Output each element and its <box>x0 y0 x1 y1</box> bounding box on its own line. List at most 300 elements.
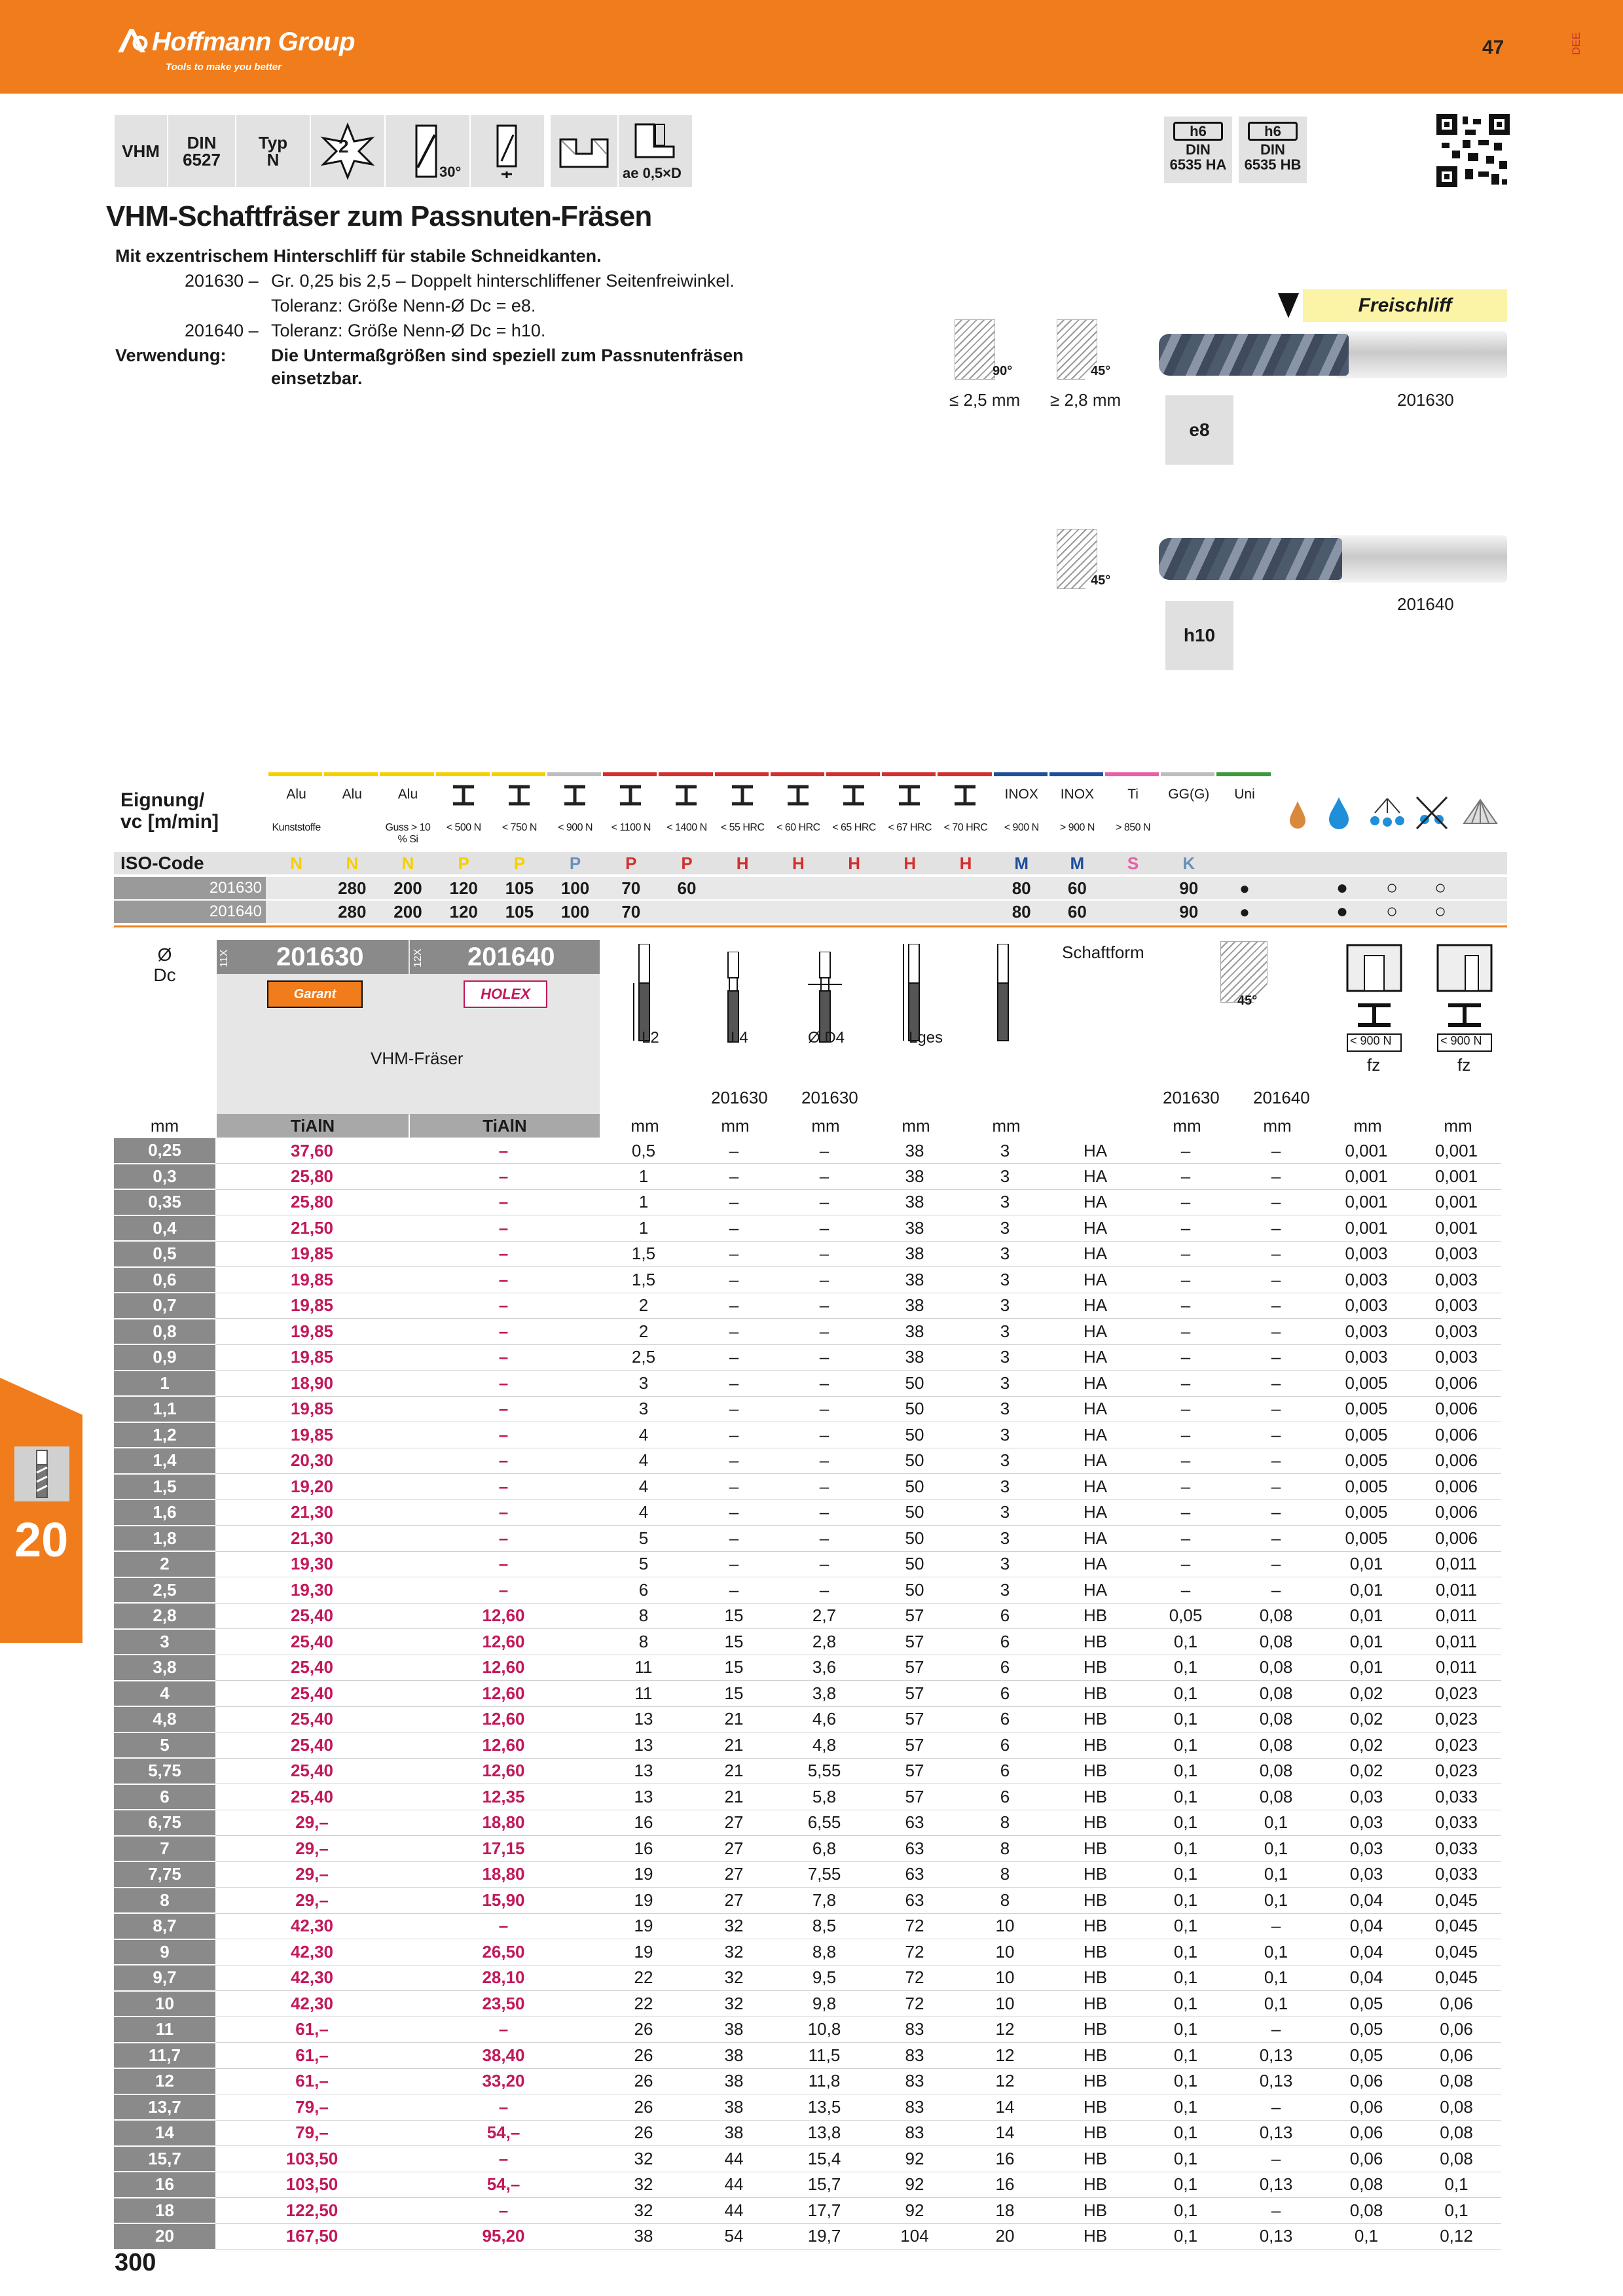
table-row[interactable] <box>114 2198 1501 2224</box>
table-cell: 0,1 <box>1140 1861 1231 1888</box>
table-cell: – <box>779 1448 869 1474</box>
table-cell: 1,5 <box>598 1267 689 1293</box>
table-row[interactable] <box>114 1861 1501 1888</box>
table-cell: 8 <box>960 1888 1050 1914</box>
suit-value: ● <box>1239 902 1250 922</box>
suit-col-color-bar <box>882 772 936 776</box>
table-cell: 6,8 <box>779 1836 869 1862</box>
table-row[interactable] <box>114 1138 1501 1164</box>
table-cell: 72 <box>869 1965 960 1991</box>
table-cell: – <box>1231 1448 1321 1474</box>
tool-201640-code: 201640 <box>1397 594 1454 614</box>
table-row[interactable] <box>114 1706 1501 1732</box>
table-cell: 17,15 <box>409 1836 598 1862</box>
table-cell: 10 <box>960 1939 1050 1965</box>
table-cell: – <box>689 1577 779 1604</box>
table-row[interactable] <box>114 2017 1501 2043</box>
suit-col-sub: < 55 HRC <box>720 822 765 833</box>
angle-45-tool2-label: 45° <box>1091 573 1111 588</box>
table-cell: – <box>409 1371 598 1397</box>
table-cell: – <box>1231 1267 1321 1293</box>
table-cell: 32 <box>598 2146 689 2172</box>
table-cell: 92 <box>869 2146 960 2172</box>
table-row[interactable] <box>114 1422 1501 1448</box>
desc-code-1: 201630 – <box>185 271 259 291</box>
table-cell: 83 <box>869 2120 960 2146</box>
unit-label: mm <box>902 1116 930 1136</box>
table-cell: 15 <box>689 1603 779 1629</box>
suit-value: 105 <box>505 878 534 898</box>
angle-90-icon <box>955 319 995 380</box>
suit-value: 105 <box>505 902 534 922</box>
side-milling-icon <box>632 120 678 160</box>
table-cell: 3,6 <box>779 1655 869 1681</box>
table-cell: 0,005 <box>1321 1448 1412 1474</box>
table-cell: 0,1 <box>1140 1732 1231 1759</box>
table-cell: 0,13 <box>1231 2043 1321 2069</box>
table-cell: 0,04 <box>1321 1965 1412 1991</box>
unit-label: mm <box>811 1116 840 1136</box>
table-cell: 61,– <box>215 2068 409 2094</box>
table-cell: 0,05 <box>1321 2017 1412 2043</box>
table-cell: 6 <box>598 1577 689 1604</box>
table-cell: – <box>689 1138 779 1164</box>
table-cell: 8 <box>598 1603 689 1629</box>
table-cell: 16 <box>960 2172 1050 2198</box>
table-row[interactable] <box>114 2094 1501 2121</box>
unit-label: mm <box>1173 1116 1201 1136</box>
table-row[interactable] <box>114 1551 1501 1577</box>
table-row[interactable] <box>114 2068 1501 2094</box>
table-cell: – <box>409 2094 598 2121</box>
table-cell: 25,40 <box>215 1706 409 1732</box>
suit-col-iso: H <box>959 853 972 873</box>
table-cell: – <box>409 1499 598 1526</box>
table-cell: – <box>1140 1577 1231 1604</box>
table-cell: 0,01 <box>1321 1629 1412 1655</box>
table-row[interactable] <box>114 1499 1501 1526</box>
table-row[interactable] <box>114 1913 1501 1939</box>
coolant-value: ○ <box>1385 877 1398 899</box>
lges-label: Lges <box>909 1029 943 1047</box>
table-row[interactable] <box>114 2120 1501 2146</box>
table-cell: 10 <box>960 1965 1050 1991</box>
suit-col-color-bar <box>547 772 601 776</box>
suit-value: 100 <box>560 878 590 898</box>
table-cell: 42,30 <box>215 1939 409 1965</box>
dc-cell: 1,4 <box>114 1448 215 1474</box>
table-cell: 83 <box>869 2017 960 2043</box>
table-cell: 0,01 <box>1321 1603 1412 1629</box>
dc-cell: 0,7 <box>114 1293 215 1319</box>
usage-label: Verwendung: <box>115 346 227 365</box>
table-cell: 72 <box>869 1913 960 1939</box>
table-cell: 19,85 <box>215 1396 409 1422</box>
suit-col-sub: Guss > 10 % Si <box>385 822 431 845</box>
table-cell: 32 <box>689 1913 779 1939</box>
suit-value: ● <box>1239 878 1250 898</box>
dc-cell: 1,6 <box>114 1499 215 1526</box>
table-row[interactable] <box>114 1241 1501 1267</box>
table-cell: – <box>1140 1551 1231 1577</box>
table-cell: – <box>1231 1577 1321 1604</box>
table-cell: 57 <box>869 1758 960 1784</box>
table-cell: 19,85 <box>215 1319 409 1345</box>
table-cell: 38,40 <box>409 2043 598 2069</box>
table-cell: HA <box>1050 1448 1140 1474</box>
attr-typ <box>236 115 310 188</box>
suit-col-iso: K <box>1182 853 1195 873</box>
suit-col-name: Alu <box>286 787 306 802</box>
table-cell: 104 <box>869 2223 960 2250</box>
suit-value: 60 <box>1067 878 1087 898</box>
table-cell: 167,50 <box>215 2223 409 2250</box>
table-row[interactable] <box>114 1810 1501 1836</box>
suit-col-name: INOX <box>1004 787 1038 802</box>
table-cell: 1 <box>598 1189 689 1215</box>
tool-201640-flute <box>1159 538 1342 580</box>
table-cell: 12,60 <box>409 1758 598 1784</box>
table-cell: 4 <box>598 1422 689 1448</box>
chapter-tab[interactable] <box>0 1378 82 1643</box>
table-cell: 44 <box>689 2146 779 2172</box>
table-cell: 0,006 <box>1412 1499 1501 1526</box>
desc-code-3: 201640 – <box>185 321 259 340</box>
col1-code: 201630 <box>276 942 364 971</box>
suit-col-color-bar <box>603 772 657 776</box>
table-cell: 14 <box>960 2120 1050 2146</box>
table-cell: HB <box>1050 1603 1140 1629</box>
table-cell: – <box>689 1319 779 1345</box>
table-cell: 0,023 <box>1412 1681 1501 1707</box>
table-row[interactable] <box>114 1215 1501 1242</box>
table-cell: 0,06 <box>1321 2120 1412 2146</box>
table-cell: – <box>409 1526 598 1552</box>
table-cell: 0,03 <box>1321 1861 1412 1888</box>
suit-col-sub: < 67 HRC <box>888 822 932 833</box>
table-cell: 0,005 <box>1321 1526 1412 1552</box>
table-cell: 15 <box>689 1655 779 1681</box>
table-cell: 9,8 <box>779 1991 869 2017</box>
language-code: DEE <box>1570 32 1582 55</box>
qr-code-icon[interactable] <box>1436 114 1510 187</box>
desc-line-2: Toleranz: Größe Nenn-Ø Dc = e8. <box>271 296 536 315</box>
table-cell: 26 <box>598 2120 689 2146</box>
table-cell: 0,1 <box>1321 2223 1412 2250</box>
suit-value: 60 <box>677 878 697 898</box>
suit-value: 70 <box>621 902 641 922</box>
table-cell: 26 <box>598 2068 689 2094</box>
attr-flutes-text: 2 <box>338 136 349 156</box>
tol-hb-norm: 6535 HB <box>1244 156 1302 173</box>
table-cell: 63 <box>869 1810 960 1836</box>
table-cell: 0,006 <box>1412 1396 1501 1422</box>
table-cell: 15,90 <box>409 1888 598 1914</box>
table-cell: 50 <box>869 1396 960 1422</box>
table-row[interactable] <box>114 1448 1501 1474</box>
table-cell: 50 <box>869 1474 960 1500</box>
table-cell: 0,13 <box>1231 2068 1321 2094</box>
suit-col-sub: < 65 HRC <box>832 822 876 833</box>
table-cell: 83 <box>869 2094 960 2121</box>
suit-col-color-bar <box>436 772 490 776</box>
table-cell: HB <box>1050 1810 1140 1836</box>
tol-ha-h6: h6 <box>1173 122 1223 141</box>
table-cell: 0,011 <box>1412 1577 1501 1604</box>
table-cell: 4,6 <box>779 1706 869 1732</box>
material-beam-icon <box>673 784 699 810</box>
table-cell: 0,1 <box>1140 1836 1231 1862</box>
table-cell: 57 <box>869 1706 960 1732</box>
suit-col-color-bar <box>771 772 824 776</box>
tolerance-hb <box>1239 117 1307 183</box>
table-cell: 0,06 <box>1412 1991 1501 2017</box>
table-cell: 0,06 <box>1321 2094 1412 2121</box>
dc-cell: 0,25 <box>114 1138 215 1164</box>
schaftform-label: Schaftform <box>1062 942 1144 962</box>
table-cell: 0,08 <box>1412 2094 1501 2121</box>
table-cell: 0,003 <box>1412 1293 1501 1319</box>
table-row[interactable] <box>114 1888 1501 1914</box>
suit-value: 280 <box>338 902 367 922</box>
table-cell: 0,001 <box>1321 1138 1412 1164</box>
table-cell: – <box>1231 1422 1321 1448</box>
table-cell: 0,08 <box>1231 1681 1321 1707</box>
table-cell: 0,005 <box>1321 1371 1412 1397</box>
iso-code-label: ISO-Code <box>120 853 204 873</box>
material-beam-icon <box>952 784 978 810</box>
suit-col-color-bar <box>938 772 991 776</box>
table-cell: – <box>779 1241 869 1267</box>
table-cell: – <box>1231 2198 1321 2224</box>
table-cell: 0,006 <box>1412 1474 1501 1500</box>
dc-cell: 7,75 <box>114 1861 215 1888</box>
table-row[interactable] <box>114 1784 1501 1810</box>
table-cell: 0,001 <box>1321 1164 1412 1190</box>
table-row[interactable] <box>114 1655 1501 1681</box>
suit-col-sub: < 1100 N <box>611 822 651 833</box>
tool-201630-code: 201630 <box>1397 390 1454 410</box>
table-cell: 12,35 <box>409 1784 598 1810</box>
table-cell: 57 <box>869 1784 960 1810</box>
suit-col-iso: N <box>290 853 302 873</box>
freischliff-pointer-icon <box>1278 293 1299 318</box>
fz-label-2: < 900 N <box>1440 1034 1482 1047</box>
table-cell: HB <box>1050 1655 1140 1681</box>
unit-label: mm <box>721 1116 750 1136</box>
table-cell: 13 <box>598 1784 689 1810</box>
table-row[interactable] <box>114 1681 1501 1707</box>
table-row[interactable] <box>114 2172 1501 2198</box>
table-cell: 0,001 <box>1321 1215 1412 1242</box>
table-cell: 38 <box>869 1319 960 1345</box>
suit-col-color-bar <box>492 772 545 776</box>
table-cell: 0,05 <box>1321 2043 1412 2069</box>
unit-label: mm <box>992 1116 1021 1136</box>
dc-cell: 1,5 <box>114 1474 215 1500</box>
suit-value: 200 <box>393 878 422 898</box>
table-cell: 0,003 <box>1321 1344 1412 1371</box>
table-cell: 21,30 <box>215 1499 409 1526</box>
table-row[interactable] <box>114 1267 1501 1293</box>
table-cell: 0,05 <box>1140 1603 1231 1629</box>
table-cell: 12,60 <box>409 1655 598 1681</box>
suit-col-sub: < 60 HRC <box>776 822 820 833</box>
table-cell: 0,06 <box>1412 2043 1501 2069</box>
table-row[interactable] <box>114 1526 1501 1552</box>
suit-col-color-bar <box>324 772 378 776</box>
table-cell: 3 <box>960 1474 1050 1500</box>
suit-col-sub: > 900 N <box>1059 822 1095 833</box>
table-cell: 12 <box>960 2017 1050 2043</box>
table-cell: – <box>1231 1293 1321 1319</box>
unit-label: mm <box>1444 1116 1472 1136</box>
table-row[interactable] <box>114 1758 1501 1784</box>
table-cell: 27 <box>689 1836 779 1862</box>
table-cell: – <box>1140 1422 1231 1448</box>
table-cell: – <box>689 1448 779 1474</box>
table-cell: 15 <box>689 1629 779 1655</box>
table-cell: 18 <box>960 2198 1050 2224</box>
table-cell: HB <box>1050 1732 1140 1759</box>
air-blast-icon <box>1461 797 1499 832</box>
holex-logo <box>464 980 547 1008</box>
table-cell: – <box>409 1344 598 1371</box>
table-cell: 12 <box>960 2068 1050 2094</box>
table-cell: – <box>689 1526 779 1552</box>
holex-logo-text: HOLEX <box>481 986 530 1002</box>
chapter-number: 20 <box>14 1513 69 1567</box>
table-row[interactable] <box>114 2043 1501 2069</box>
table-cell: 0,001 <box>1412 1215 1501 1242</box>
table-cell: 2,7 <box>779 1603 869 1629</box>
table-cell: 63 <box>869 1861 960 1888</box>
table-cell: 1 <box>598 1215 689 1242</box>
garant-logo <box>267 980 363 1008</box>
table-cell: 0,08 <box>1231 1732 1321 1759</box>
table-cell: 0,1 <box>1140 2094 1231 2121</box>
table-cell: – <box>409 2017 598 2043</box>
page-title: VHM-Schaftfräser zum Passnuten-Fräsen <box>106 200 652 232</box>
table-cell: HB <box>1050 2017 1140 2043</box>
table-cell: 0,045 <box>1412 1965 1501 1991</box>
suit-value: 120 <box>449 902 478 922</box>
table-row[interactable] <box>114 1164 1501 1190</box>
table-cell: HB <box>1050 2223 1140 2250</box>
table-row[interactable] <box>114 1474 1501 1500</box>
table-cell: 25,40 <box>215 1603 409 1629</box>
table-cell: 0,01 <box>1321 1577 1412 1604</box>
table-cell: – <box>409 1422 598 1448</box>
table-cell: HA <box>1050 1396 1140 1422</box>
tool-201640-shank <box>1329 535 1507 583</box>
table-cell: 2 <box>598 1293 689 1319</box>
table-row[interactable] <box>114 1344 1501 1371</box>
table-row[interactable] <box>114 1371 1501 1397</box>
table-row[interactable] <box>114 1991 1501 2017</box>
table-cell: 57 <box>869 1681 960 1707</box>
suit-col-color-bar <box>715 772 769 776</box>
table-cell: 32 <box>689 1965 779 1991</box>
table-row[interactable] <box>114 1189 1501 1215</box>
mist-icon <box>1368 796 1406 833</box>
table-cell: 19,30 <box>215 1577 409 1604</box>
table-cell: 19 <box>598 1861 689 1888</box>
suit-col-sub: Kunststoffe <box>272 822 321 833</box>
dc-cell: 10 <box>114 1991 215 2017</box>
table-cell: – <box>689 1422 779 1448</box>
table-row[interactable] <box>114 2223 1501 2250</box>
table-row[interactable] <box>114 1293 1501 1319</box>
table-row[interactable] <box>114 1939 1501 1965</box>
suit-col-iso: M <box>1014 853 1029 873</box>
table-cell: 72 <box>869 1991 960 2017</box>
table-cell: 0,003 <box>1412 1241 1501 1267</box>
table-cell: 29,– <box>215 1861 409 1888</box>
table-cell: HA <box>1050 1422 1140 1448</box>
table-cell: 0,003 <box>1321 1267 1412 1293</box>
table-row[interactable] <box>114 1965 1501 1991</box>
coolant-value: ○ <box>1385 901 1398 922</box>
table-cell: 50 <box>869 1526 960 1552</box>
table-row[interactable] <box>114 1319 1501 1345</box>
table-cell: – <box>1231 2017 1321 2043</box>
table-cell: 3 <box>960 1138 1050 1164</box>
dc-cell: 12 <box>114 2068 215 2094</box>
suit-col-iso: N <box>401 853 414 873</box>
table-cell: 23,50 <box>409 1991 598 2017</box>
table-cell: 38 <box>689 2043 779 2069</box>
table-cell: 12,60 <box>409 1603 598 1629</box>
table-row[interactable] <box>114 1732 1501 1759</box>
material-beam-icon <box>562 784 588 810</box>
attr-direction <box>470 115 545 188</box>
table-cell: 57 <box>869 1655 960 1681</box>
table-cell: 27 <box>689 1810 779 1836</box>
dc-cell: 0,8 <box>114 1319 215 1345</box>
table-cell: 0,02 <box>1321 1758 1412 1784</box>
table-row[interactable] <box>114 1603 1501 1629</box>
table-row[interactable] <box>114 1836 1501 1862</box>
table-row[interactable] <box>114 2146 1501 2172</box>
table-cell: HA <box>1050 1526 1140 1552</box>
table-row[interactable] <box>114 1577 1501 1604</box>
table-row[interactable] <box>114 1629 1501 1655</box>
table-cell: 0,1 <box>1231 1888 1321 1914</box>
dc-cell: 1 <box>114 1371 215 1397</box>
table-cell: – <box>779 1422 869 1448</box>
table-cell: 0,1 <box>1140 1706 1231 1732</box>
table-cell: – <box>409 1448 598 1474</box>
table-row[interactable] <box>114 1396 1501 1422</box>
table-cell: 54,– <box>409 2120 598 2146</box>
coolant-value: ○ <box>1434 877 1447 899</box>
table-cell: 21,50 <box>215 1215 409 1242</box>
table-cell: – <box>779 1267 869 1293</box>
table-cell: 95,20 <box>409 2223 598 2250</box>
table-cell: 0,08 <box>1231 1706 1321 1732</box>
table-cell: 3 <box>960 1526 1050 1552</box>
suit-col-iso: S <box>1127 853 1139 873</box>
coolant-value: ● <box>1336 877 1349 899</box>
no-coolant-icon <box>1413 795 1451 834</box>
table-cell: 16 <box>598 1810 689 1836</box>
table-cell: HA <box>1050 1499 1140 1526</box>
cutting-direction-icon <box>478 122 537 181</box>
table-cell: 0,06 <box>1321 2146 1412 2172</box>
table-cell: 11 <box>598 1681 689 1707</box>
attr-typ-text: Typ N <box>258 133 288 170</box>
